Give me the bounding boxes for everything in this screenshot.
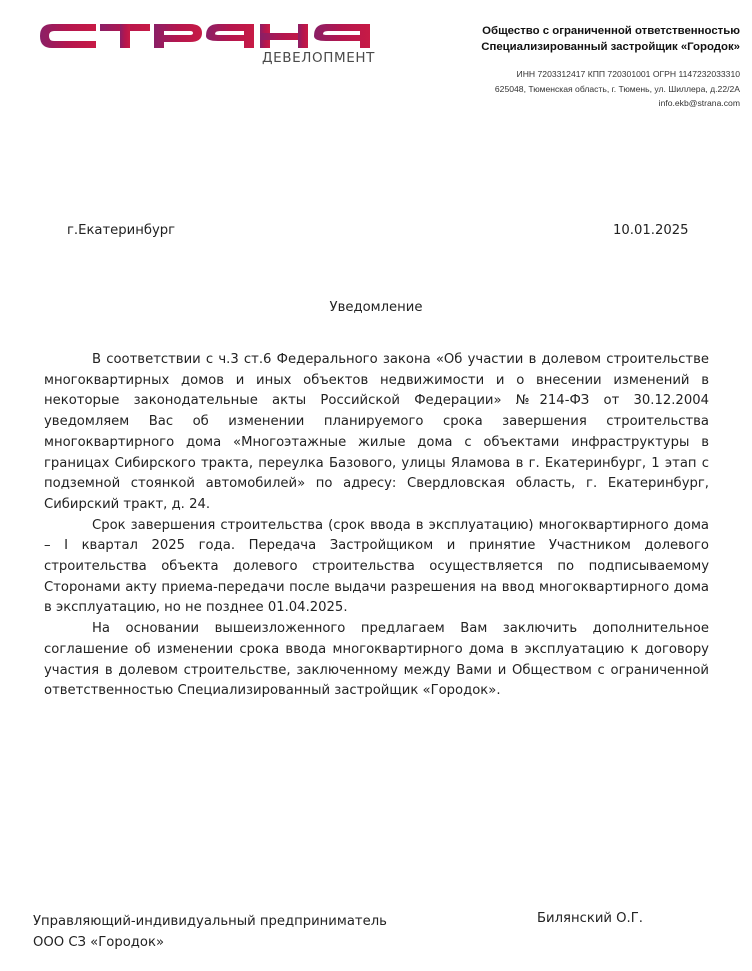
strana-logo-wordmark [40,24,382,48]
document-body [44,350,709,702]
document-date: 10.01.2025 [613,223,689,238]
requisites-address: 625048, Тюменская область, г. Тюмень, ул. Шиллера, д.22/2А [494,83,740,94]
signatory-position-line2: ООО СЗ «Городок» [33,935,165,950]
body-paragraph: Срок завершения строительства (срок ввода в эксплуатацию) многоквартирного дома – I квартал 2025 года. Передача Застройщиком и принятие Участником долевого строительства объекта долевого строительства осуществляется по подписываемому Сторонами акту приема-передачи после выдачи разрешения на ввод многоквартирного дома в эксплуатацию, но не позднее 01.04.2025. [44,517,709,616]
document-title: Уведомление [329,300,423,315]
company-name-line2: Специализированный застройщик «Городок» [481,41,740,53]
signatory-name: Билянский О.Г. [537,911,643,926]
signatory-position [33,911,387,953]
document-city: г.Екатеринбург [67,223,176,238]
body-paragraph: В соответствии с ч.3 ст.6 Федерального закона «Об участии в долевом строительстве многоквартирных домов и иных объектов недвижимости и о внесении изменений в некоторые законодательные акты Российской Федерации» №214-ФЗ от 30.12.2004 уведомляем Вас об изменении планируемого срока завершения строительства многоквартирного дома «Многоэтажные жилые дома с объектами инфраструктуры в границах Сибирского тракта, переулка Базового, улицы Яламова в г. Екатеринбург, 1 этап с подземной стоянкой автомобилей» по адресу: Свердловская область, г. Екатеринбург, Сибирский тракт, д. 24. [44,352,709,512]
company-name-block [481,23,740,55]
signatory-position-line1: Управляющий-индивидуальный предприниматель [33,914,387,929]
requisites-email: info.ekb@strana.com [658,98,740,108]
body-paragraph: На основании вышеизложенного предлагаем Вам заключить дополнительное соглашение об изменении срока ввода многоквартирного дома в эксплуатацию к договору участия в долевом строительстве, заключенному между Вами и Обществом с ограниченной ответственностью Специализированный застройщик «Городок». [44,621,709,699]
requisites-inn: ИНН 7203312417 КПП 720301001 ОГРН 1147232033310 [516,69,740,79]
company-name-line1: Общество с ограниченной ответственностью [482,25,740,37]
company-requisites [495,67,740,111]
logo-subtitle: ДЕВЕЛОПМЕНТ [262,50,375,66]
